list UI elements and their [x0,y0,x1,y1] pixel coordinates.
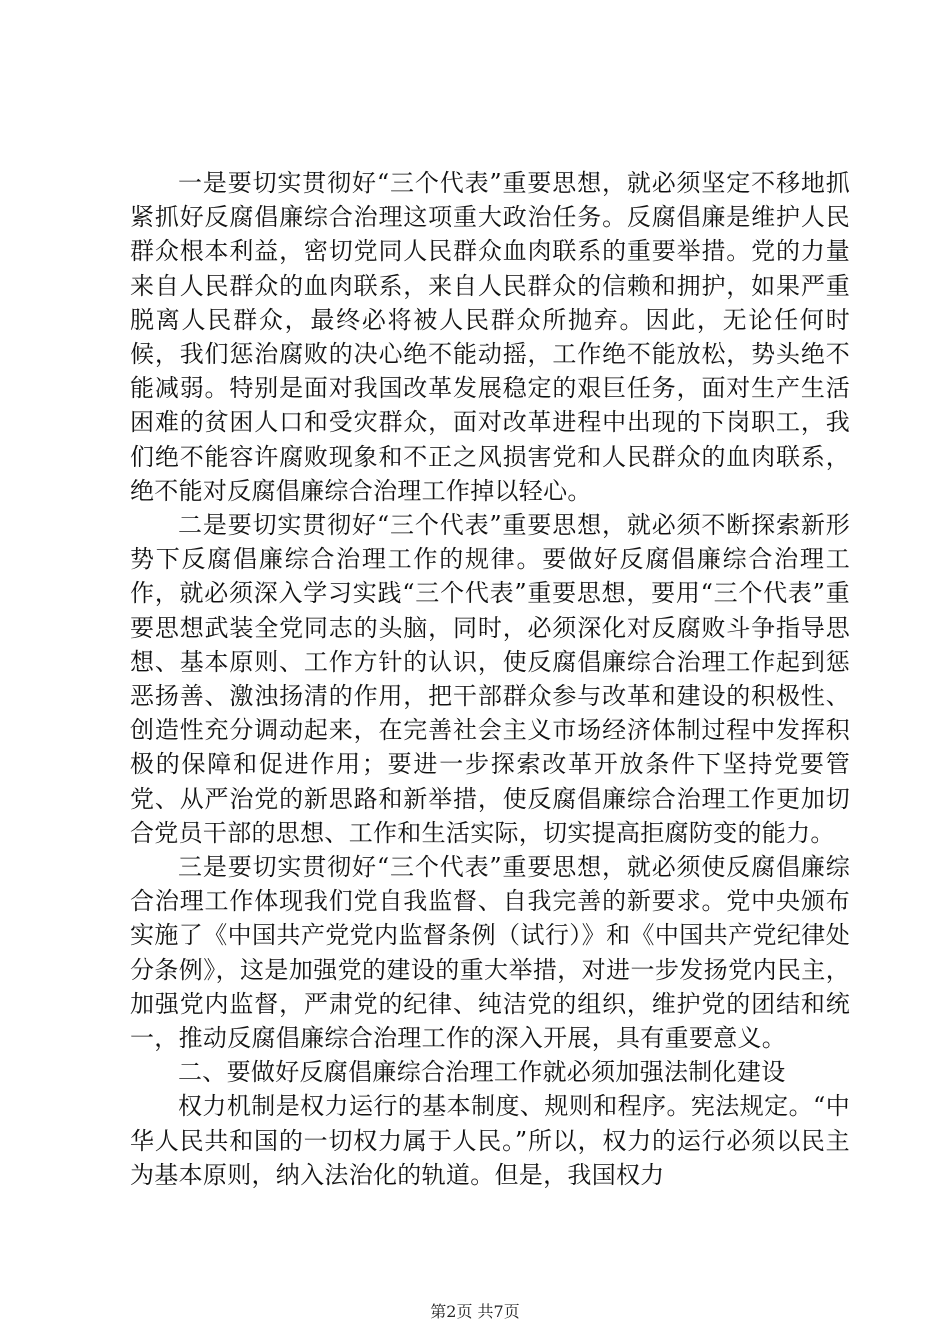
paragraph-4: 权力机制是权力运行的基本制度、规则和程序。宪法规定。“中华人民共和国的一切权力属于人民。”所以，权力的运行必须以民主为基本原则，纳入法治化的轨道。但是，我国权力 [130,1092,850,1189]
paragraph-3: 三是要切实贯彻好“三个代表”重要思想，就必须使反腐倡廉综合治理工作体现我们党自我监督、自我完善的新要求。党中央颁布实施了《中国共产党党内监督条例（试行）》和《中国共产党纪律处分条例》，这是加强党的建设的重大举措，对进一步发扬党内民主，加强党内监督，严肃党的纪律、纯洁党的组织，维护党的团结和统一，推动反腐倡廉综合治理工作的深入开展，具有重要意义。 [130,853,850,1053]
paragraph-2: 二是要切实贯彻好“三个代表”重要思想，就必须不断探索新形势下反腐倡廉综合治理工作的规律。要做好反腐倡廉综合治理工作，就必须深入学习实践“三个代表”重要思想，要用“三个代表”重要思想武装全党同志的头脑，同时，必须深化对反腐败斗争指导思想、基本原则、工作方针的认识，使反腐倡廉综合治理工作起到惩恶扬善、激浊扬清的作用，把干部群众参与改革和建设的积极性、创造性充分调动起来，在完善社会主义市场经济体制过程中发挥积极的保障和促进作用；要进一步探索改革开放条件下坚持党要管党、从严治党的新思路和新举措，使反腐倡廉综合治理工作更加切合党员干部的思想、工作和生活实际，切实提高拒腐防变的能力。 [130,511,850,847]
page-number-footer: 第2页 共7页 [430,1302,520,1321]
section-heading: 二、要做好反腐倡廉综合治理工作就必须加强法制化建设 [178,1058,786,1087]
document-body [130,166,850,1192]
paragraph-1: 一是要切实贯彻好“三个代表”重要思想，就必须坚定不移地抓紧抓好反腐倡廉综合治理这项重大政治任务。反腐倡廉是维护人民群众根本利益，密切党同人民群众血肉联系的重要举措。党的力量来自人民群众的血肉联系，来自人民群众的信赖和拥护，如果严重脱离人民群众，最终必将被人民群众所抛弃。因此，无论任何时候，我们惩治腐败的决心绝不能动摇，工作绝不能放松，势头绝不能减弱。特别是面对我国改革发展稳定的艰巨任务，面对生产生活困难的贫困人口和受灾群众，面对改革进程中出现的下岗职工，我们绝不能容许腐败现象和不正之风损害党和人民群众的血肉联系，绝不能对反腐倡廉综合治理工作掉以轻心。 [130,169,850,505]
